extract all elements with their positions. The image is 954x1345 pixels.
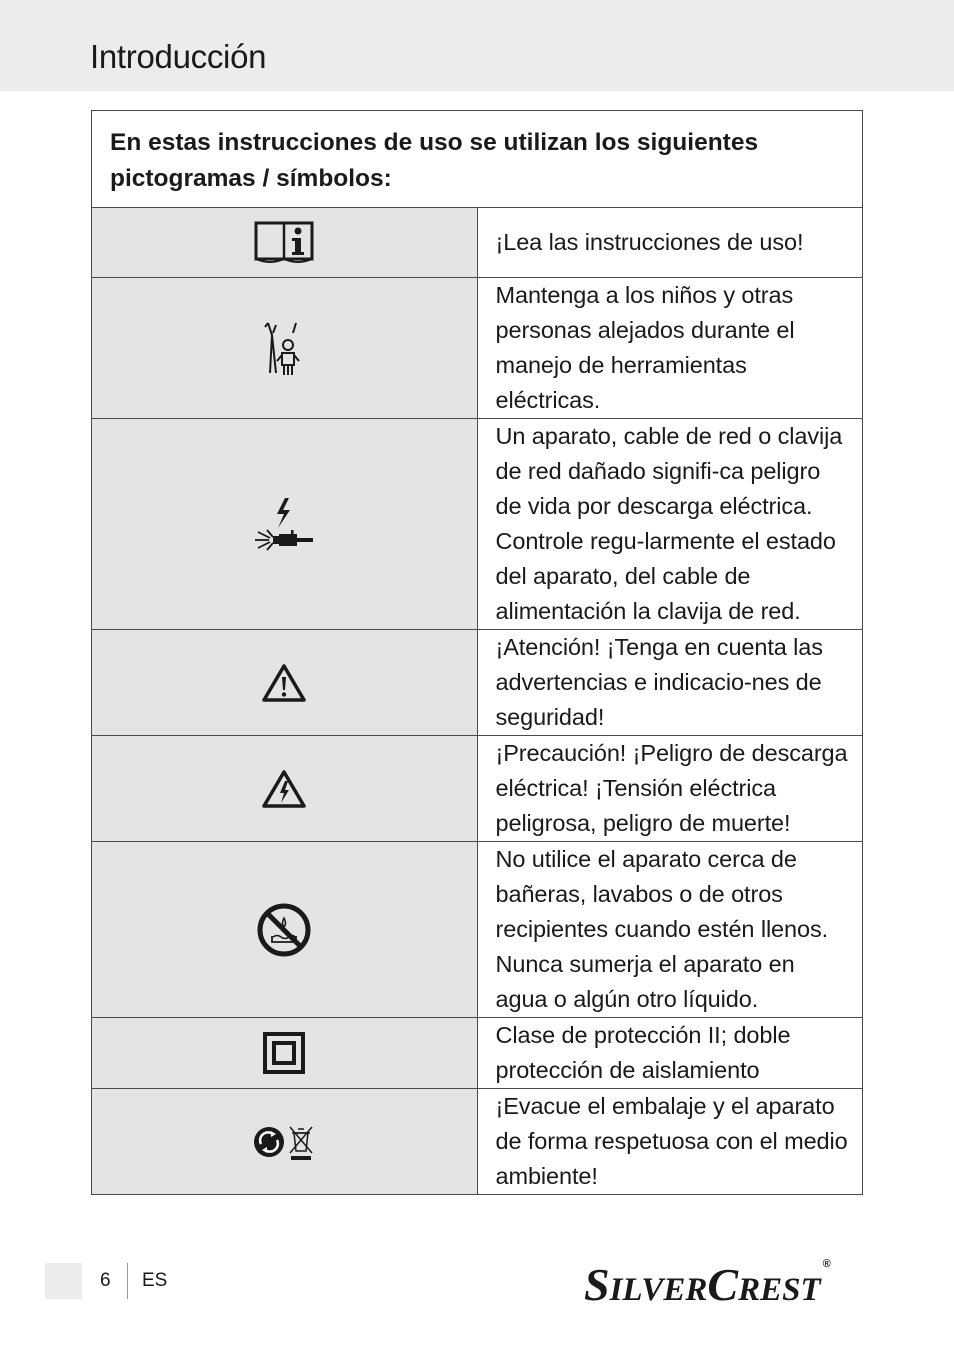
icon-cell [92,208,478,278]
icon-cell [92,736,478,842]
icon-cell [92,278,478,419]
icon-cell [92,630,478,736]
language-code: ES [142,1270,168,1291]
table-row [92,1089,863,1195]
warning-triangle-icon [261,663,307,703]
footer-divider [127,1263,128,1299]
table-row [92,736,863,842]
row-text: ¡Precaución! ¡Peligro de descarga eléctrica! ¡Tensión eléctrica peligrosa, peligro de muerte! [477,736,863,842]
table-heading: En estas instrucciones de uso se utilizan los siguientes pictogramas / símbolos: [92,111,863,208]
row-text: ¡Lea las instrucciones de uso! [477,208,863,278]
registered-mark: ® [822,1258,831,1270]
icon-cell [92,1089,478,1195]
page-title: Introducción [90,38,267,75]
page-number: 6 [100,1270,111,1291]
damaged-plug-shock-icon [253,496,315,552]
icon-cell [92,1018,478,1089]
icon-cell [92,419,478,630]
row-text: Clase de protección II; doble protección de aislamiento [477,1018,863,1089]
row-text: Mantenga a los niños y otras personas alejados durante el manejo de herramientas eléctricas. [477,278,863,419]
protection-class-ii-icon [262,1031,306,1075]
table-row [92,419,863,630]
table-row [92,278,863,419]
footer-marker [45,1263,82,1299]
row-text: ¡Atención! ¡Tenga en cuenta las advertencias e indicacio-nes de seguridad! [477,630,863,736]
no-water-icon [256,902,312,958]
row-text: ¡Evacue el embalaje y el aparato de forma respetuosa con el medio ambiente! [477,1089,863,1195]
electric-shock-triangle-icon [261,769,307,809]
table-heading-row [92,111,863,208]
table-row [92,630,863,736]
table-row [92,842,863,1018]
row-text: Un aparato, cable de red o clavija de red dañado signifi-ca peligro de vida por descarga eléctrica. Controle regu-larmente el estado del aparato, del cable de alimentación la clavija de red. [477,419,863,630]
row-text: No utilice el aparato cerca de bañeras, lavabos o de otros recipientes cuando estén llenos. Nunca sumerja el aparato en agua o algún otro líquido. [477,842,863,1018]
icon-cell [92,842,478,1018]
brand-logo: SILVERCREST® [584,1258,831,1310]
recycling-disposal-icon [252,1123,316,1161]
keep-children-away-icon [262,319,306,377]
table-row [92,1018,863,1089]
table-row [92,208,863,278]
read-instructions-icon [254,221,314,265]
symbols-table [91,110,863,1195]
